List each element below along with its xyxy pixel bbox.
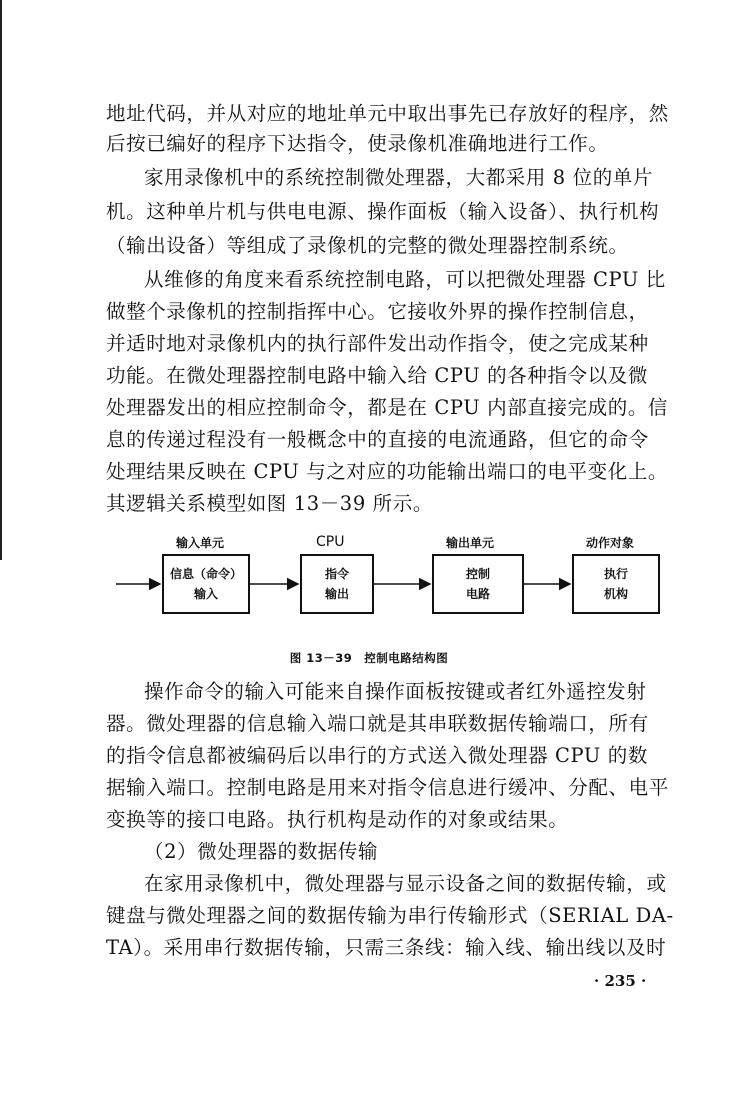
text-line: 据输入端口。控制电路是用来对指令信息进行缓冲、分配、电平 [106, 776, 669, 799]
block-control-line1: 控制 [465, 567, 490, 581]
text-line: （输出设备）等组成了录像机的完整的微处理器控制系统。 [106, 234, 629, 257]
text-line: 息的传递过程没有一般概念中的直接的电流通路，但它的命令 [106, 428, 649, 451]
block-input-line2: 输入 [193, 587, 218, 601]
block-actuator-line1: 执行 [603, 567, 628, 581]
text-line: 处理器发出的相应控制命令，都是在 CPU 内部直接完成的。信 [106, 396, 669, 419]
text-line: 做整个录像机的控制指挥中心。它接收外界的操作控制信息， [106, 300, 649, 323]
text-line: 处理结果反映在 CPU 与之对应的功能输出端口的电平变化上。 [106, 460, 669, 483]
scan-edge-line [0, 0, 2, 560]
text-line: 从维修的角度来看系统控制电路，可以把微处理器 CPU 比 [144, 268, 666, 291]
text-line: 并适时地对录像机内的执行部件发出动作指令，使之完成某种 [106, 332, 649, 355]
text-line: TA）。采用串行数据传输，只需三条线：输入线、输出线以及时 [106, 936, 667, 959]
text-line: 键盘与微处理器之间的数据传输为串行传输形式（SERIAL DA- [106, 904, 674, 927]
block-label-cpu: CPU [316, 534, 345, 550]
text-line: 的指令信息都被编码后以串行的方式送入微处理器 CPU 的数 [106, 744, 648, 767]
text-line: 家用录像机中的系统控制微处理器，大都采用 8 位的单片 [144, 166, 654, 189]
block-actuator-line2: 机构 [603, 587, 628, 601]
text-line: 机。这种单片机与供电电源、操作面板（输入设备）、执行机构 [106, 200, 660, 223]
text-line: 后按已编好的程序下达指令，使录像机准确地进行工作。 [106, 132, 609, 155]
block-input [162, 554, 250, 614]
text-line: 功能。在微处理器控制电路中输入给 CPU 的各种指令以及微 [106, 364, 648, 387]
text-line: 器。微处理器的信息输入端口就是其串联数据传输端口，所有 [106, 712, 649, 735]
control-circuit-diagram [110, 532, 690, 642]
block-label-action-target: 动作对象 [586, 536, 635, 550]
block-control-circuit [432, 554, 524, 614]
text-line: 变换等的接口电路。执行机构是动作的对象或结果。 [106, 808, 569, 831]
figure-caption: 图 13－39 控制电路结构图 [289, 651, 449, 665]
block-cpu-line2: 输出 [324, 587, 349, 601]
text-line: 操作命令的输入可能来自操作面板按键或者红外遥控发射 [144, 680, 647, 703]
text-line: 在家用录像机中，微处理器与显示设备之间的数据传输，或 [144, 872, 667, 895]
page-number: · 235 · [594, 972, 647, 990]
block-cpu-line1: 指令 [324, 567, 349, 581]
text-line: 其逻辑关系模型如图 13－39 所示。 [106, 492, 433, 515]
block-label-input-unit: 输入单元 [176, 536, 225, 550]
block-actuator [572, 554, 660, 614]
block-label-output-unit: 输出单元 [446, 536, 495, 550]
text-line: 地址代码，并从对应的地址单元中取出事先已存放好的程序，然 [106, 102, 669, 125]
section-heading: （2）微处理器的数据传输 [144, 840, 379, 863]
block-cpu [300, 554, 374, 614]
block-control-line2: 电路 [465, 587, 490, 601]
block-input-line1: 信息（命令） [169, 567, 242, 581]
